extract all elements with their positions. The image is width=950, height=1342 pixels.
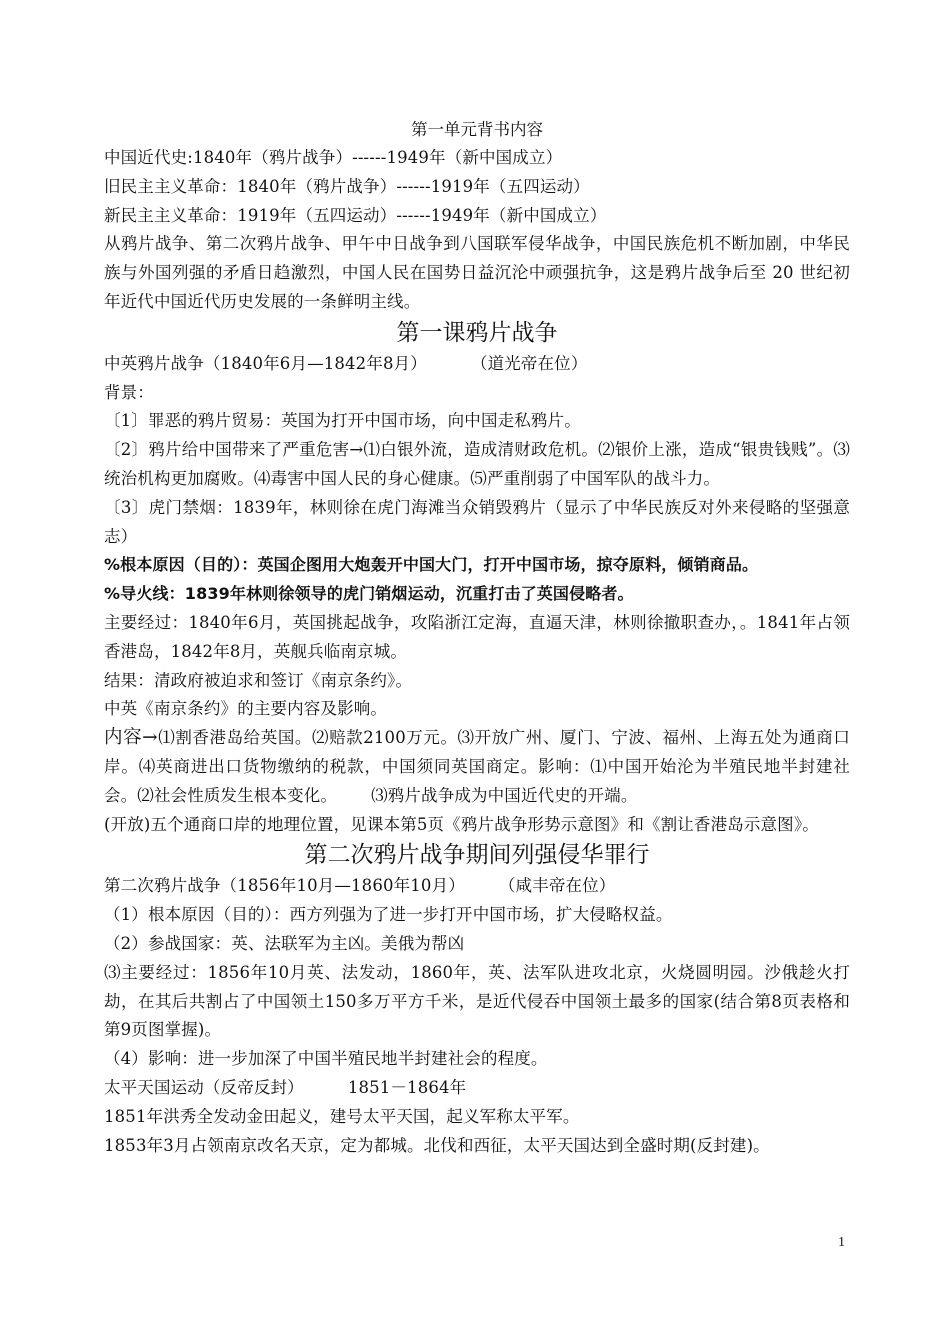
war-emperor: （咸丰帝在位） bbox=[498, 876, 616, 896]
document-body bbox=[104, 116, 850, 1160]
result-line: 结果：清政府被迫求和签订《南京条约》。 bbox=[104, 670, 413, 690]
lesson2-item: ⑶主要经过：1856年10月英、法发动，1860年，英、法军队进攻北京，火烧圆明园。沙俄趁火打劫，在其后共割占了中国领土150多万平方千米，是近代侵吞中国领土最多的国家(结合第8页表格和第9页图掌握)。 bbox=[104, 962, 850, 1040]
unit-title: 第一单元背书内容 bbox=[411, 120, 543, 139]
war-emperor: （道光帝在位） bbox=[470, 353, 588, 373]
treaty-title: 中英《南京条约》的主要内容及影响。 bbox=[104, 699, 388, 719]
text-line: 旧民主主义革命：1840年（鸦片战争）------1919年（五四运动） bbox=[104, 176, 590, 196]
text-line: 新民主主义革命：1919年（五四运动）------1949年（新中国成立） bbox=[104, 205, 607, 225]
text-line: 中国近代史:1840年（鸦片战争）------1949年（新中国成立） bbox=[104, 148, 563, 167]
taiping-line bbox=[104, 1074, 850, 1103]
fuse: %导火线：1839年林则徐领导的虎门销烟运动，沉重打击了英国侵略者。 bbox=[104, 584, 634, 604]
open-ports-paragraph: (开放)五个通商口岸的地理位置，见课本第5页《鸦片战争形势示意图》和《割让香港岛示意图》。 bbox=[104, 814, 819, 834]
background-item: 〔3〕虎门禁烟：1839年，林则徐在虎门海滩当众销毁鸦片（显示了中华民族反对外来侵略的坚强意志） bbox=[104, 497, 850, 546]
lesson2-item: （2）参战国家：英、法联军为主凶。美俄为帮凶 bbox=[104, 933, 465, 953]
taiping-item: 1851年洪秀全发动金田起义，建号太平天国，起义军称太平军。 bbox=[104, 1106, 580, 1126]
taiping-label: 太平天国运动（反帝反封） bbox=[104, 1077, 304, 1097]
lesson2-heading: 第二次鸦片战争期间列强侵华罪行 bbox=[304, 842, 650, 869]
lesson2-war-line bbox=[104, 872, 850, 901]
intro-paragraph: 从鸦片战争、第二次鸦片战争、甲午中日战争到八国联军侵华战争，中国民族危机不断加剧，中华民族与外国列强的矛盾日趋激烈，中国人民在国势日益沉沦中顽强抗争，这是鸦片战争后至 20 世纪初年近代中国近代历史发展的一条鲜明主线。 bbox=[104, 234, 850, 311]
background-item: 〔2〕鸦片给中国带来了严重危害→⑴白银外流，造成清财政危机。⑵银价上涨，造成“银贵钱贱”。⑶统治机构更加腐败。⑷毒害中国人民的身心健康。⑸严重削弱了中国军队的战斗力。 bbox=[104, 440, 850, 488]
treaty-paragraph bbox=[104, 724, 850, 810]
war-label: 第二次鸦片战争（1856年10月—1860年10月） bbox=[104, 876, 465, 896]
treaty-body: ⑴割香港岛给英国。⑵赔款2100万元。⑶开放广州、厦门、宁波、福州、上海五处为通商口岸。⑷英商进出口货物缴纳的税款，中国须同英国商定。影响：⑴中国开始沦为半殖民地半封建社会。⑵社会性质发生根本变化。 bbox=[104, 728, 851, 805]
lesson2-item: （1）根本原因（目的）：西方列强为了进一步打开中国市场，扩大侵略权益。 bbox=[104, 905, 673, 925]
page-number: 1 bbox=[838, 1235, 845, 1250]
taiping-item: 1853年3月占领南京改名天京，定为都城。北伐和西征，太平天国达到全盛时期(反封建)。 bbox=[104, 1135, 770, 1155]
war-label: 中英鸦片战争（1840年6月—1842年8月） bbox=[104, 353, 427, 373]
background-label: 背景： bbox=[104, 382, 154, 402]
root-cause: %根本原因（目的）：英国企图用大炮轰开中国大门，打开中国市场，掠夺原料，倾销商品。 bbox=[104, 555, 759, 575]
process-paragraph: 主要经过：1840年6月，英国挑起战争，攻陷浙江定海，直逼天津，林则徐撤职查办，。1841年占领香港岛，1842年8月，英舰兵临南京城。 bbox=[104, 612, 850, 661]
lesson1-war-line bbox=[104, 350, 850, 379]
lesson1-heading: 第一课鸦片战争 bbox=[396, 319, 558, 346]
lesson2-item: （4）影响：进一步加深了中国半殖民地半封建社会的程度。 bbox=[104, 1049, 548, 1069]
background-item: 〔1〕罪恶的鸦片贸易：英国为打开中国市场，向中国走私鸦片。 bbox=[104, 411, 581, 431]
taiping-years: 1851－1864年 bbox=[347, 1077, 467, 1097]
treaty-lead: 内容→ bbox=[104, 727, 158, 749]
treaty-tail: ⑶鸦片战争成为中国近代史的开端。 bbox=[371, 785, 638, 805]
